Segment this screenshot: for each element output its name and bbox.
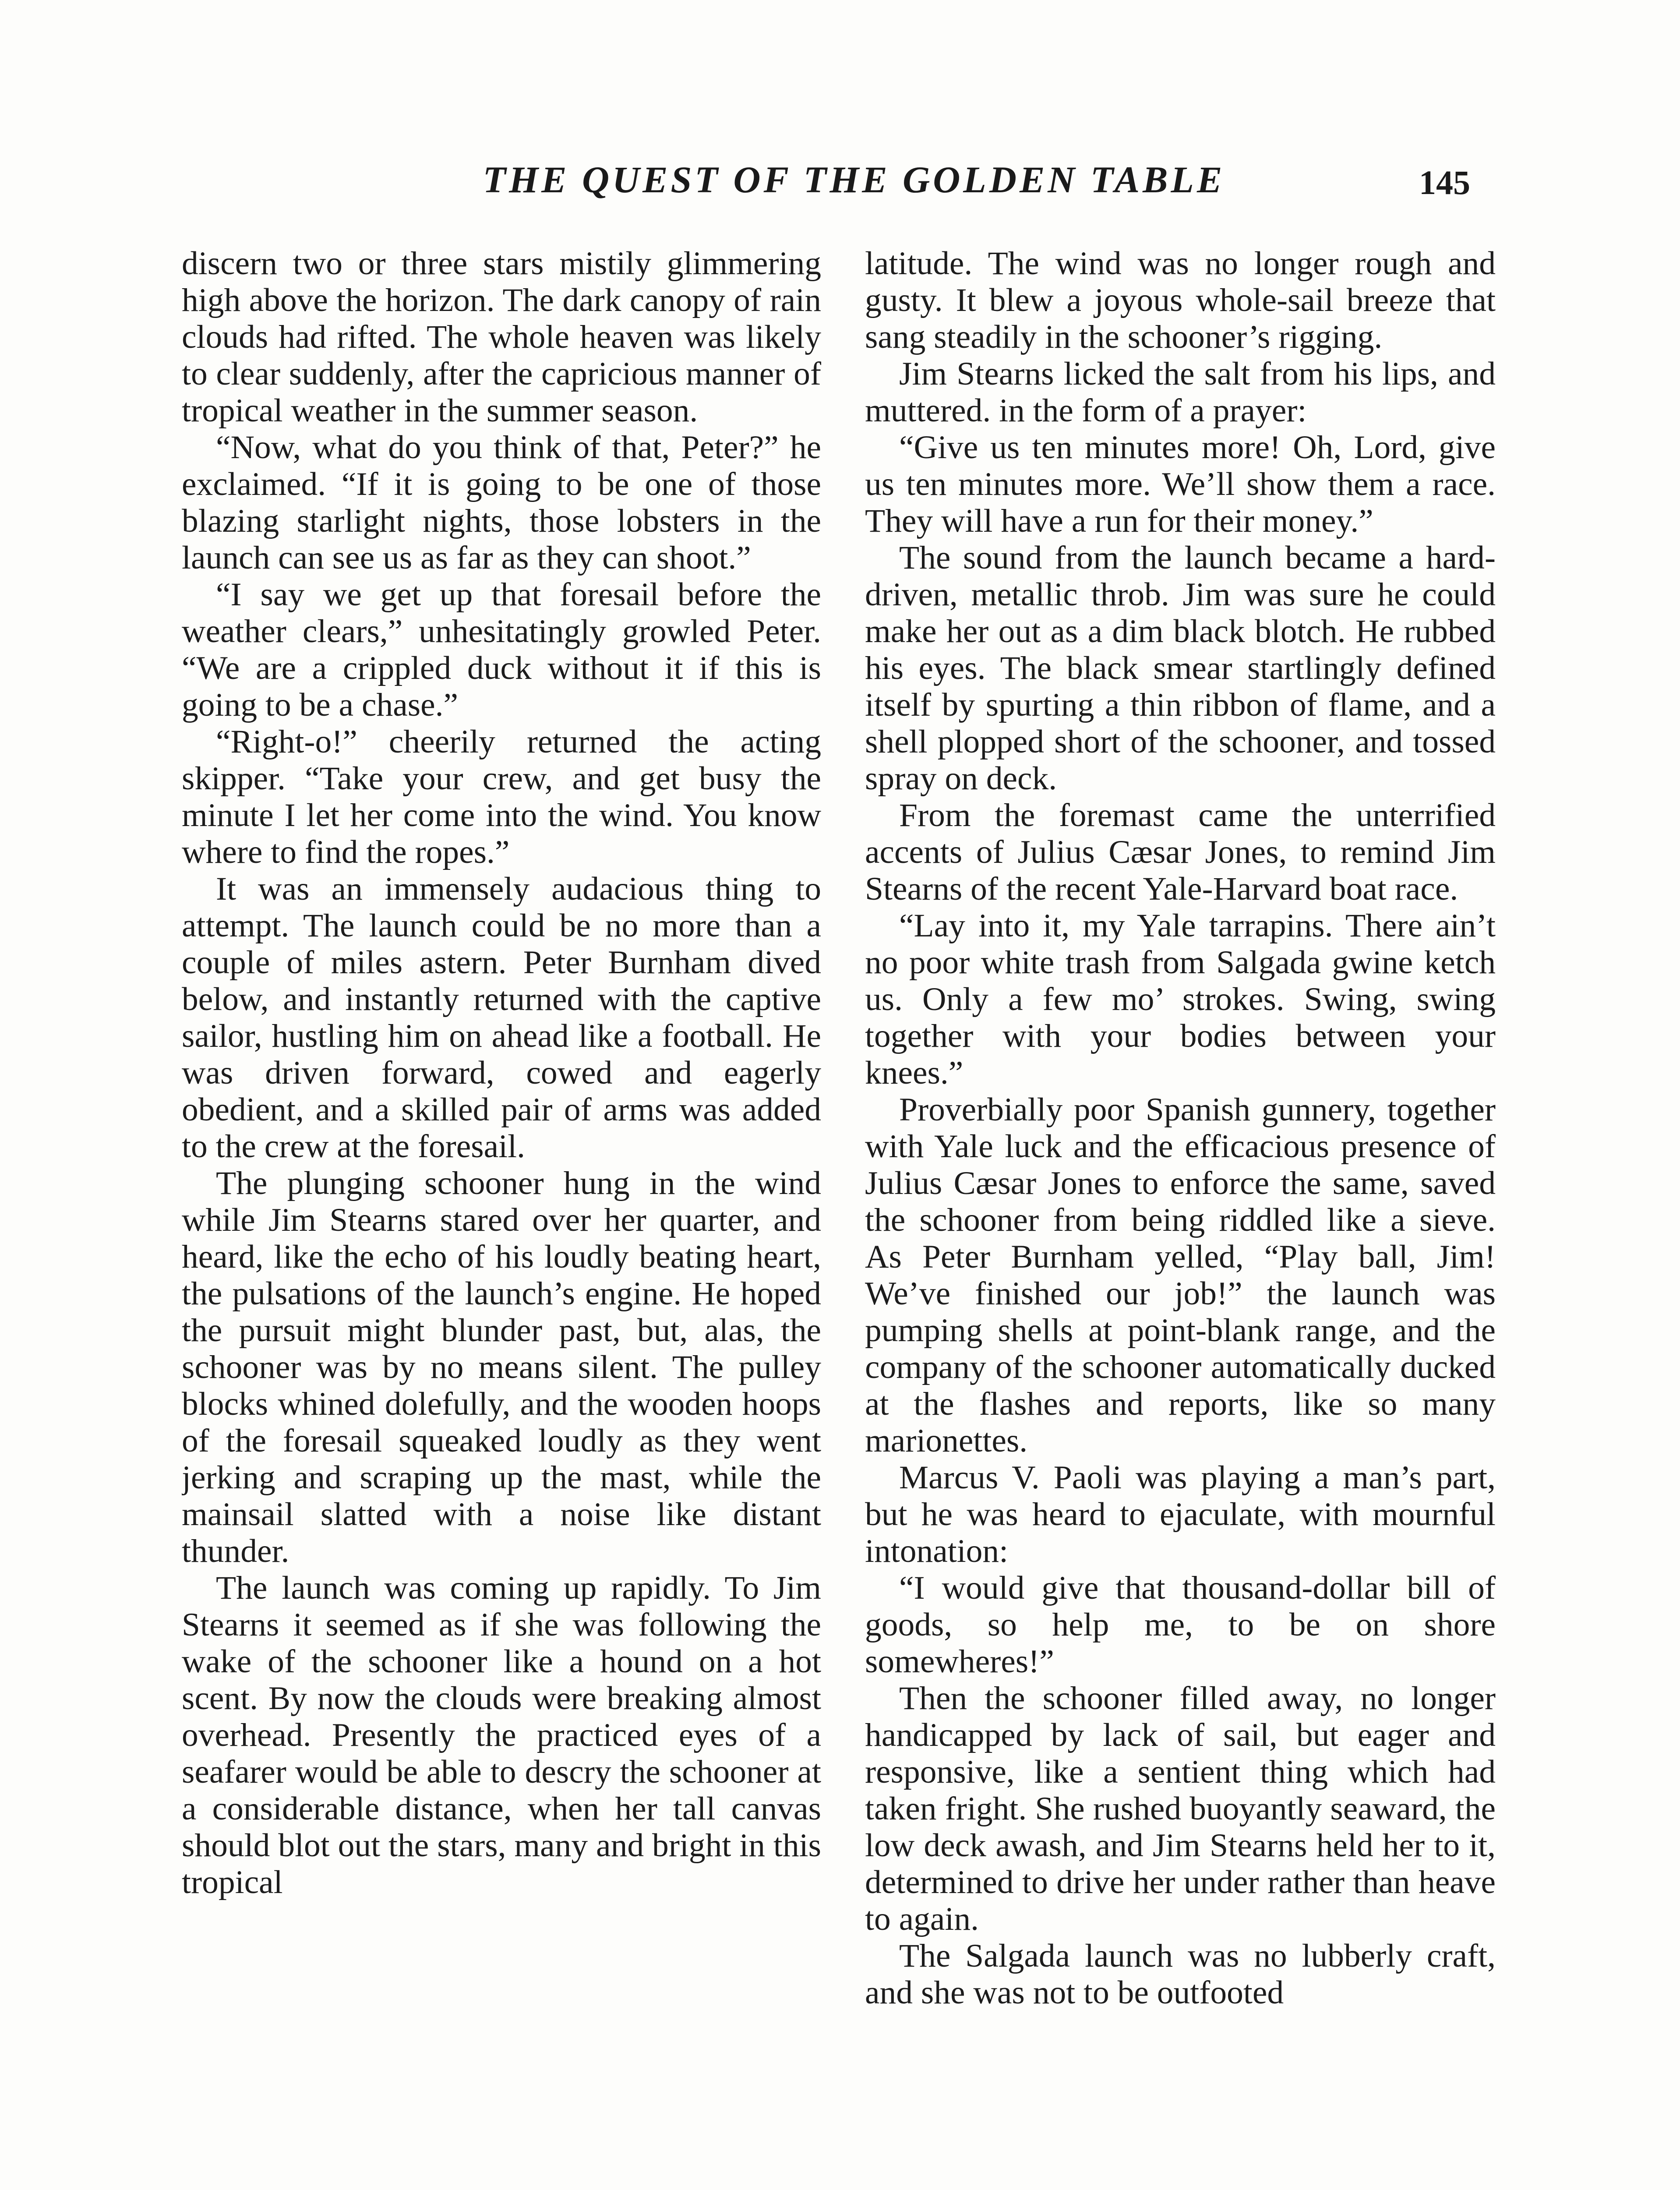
- paragraph: “I would give that thousand-dollar bill of goods, so help me, to be on shore somewheres!”: [865, 1570, 1496, 1680]
- paragraph: Then the schooner filled away, no longer handicapped by lack of sail, but eager and responsive, like a sentient thing which had taken fright. She rushed buoyantly seaward, the low deck awash, and Jim Stearns held her to it, determined to drive her under rather than heave to again.: [865, 1680, 1496, 1937]
- paragraph: latitude. The wind was no longer rough and gusty. It blew a joyous whole-sail breeze that sang steadily in the schooner’s rigging.: [865, 245, 1496, 355]
- paragraph: discern two or three stars mistily glimmering high above the horizon. The dark canopy of rain clouds had rifted. The whole heaven was likely to clear suddenly, after the capricious manner of tropical weather in the summer season.: [182, 245, 821, 429]
- paragraph: It was an immensely audacious thing to attempt. The launch could be no more than a couple of miles astern. Peter Burnham dived below, and instantly returned with the captive sailor, hustling him on ahead like a football. He was driven forward, cowed and eagerly obedient, and a skilled pair of arms was added to the crew at the foresail.: [182, 871, 821, 1165]
- paragraph: Jim Stearns licked the salt from his lips, and muttered. in the form of a prayer:: [865, 356, 1496, 429]
- paragraph: “Now, what do you think of that, Peter?” he exclaimed. “If it is going to be one of those blazing starlight nights, those lobsters in the launch can see us as far as they can shoot.”: [182, 429, 821, 576]
- paragraph: From the foremast came the unterrified accents of Julius Cæsar Jones, to remind Jim Stearns of the recent Yale-Harvard boat race.: [865, 797, 1496, 907]
- paragraph: Proverbially poor Spanish gunnery, together with Yale luck and the efficacious presence of Julius Cæsar Jones to enforce the same, saved the schooner from being riddled like a sieve. As Peter Burnham yelled, “Play ball, Jim! We’ve finished our job!” the launch was pumping shells at point-blank range, and the company of the schooner automatically ducked at the flashes and reports, like so many marionettes.: [865, 1091, 1496, 1459]
- paragraph: “Lay into it, my Yale tarrapins. There ain’t no poor white trash from Salgada gwine ketch us. Only a few mo’ strokes. Swing, swing together with your bodies between your knees.”: [865, 908, 1496, 1091]
- paragraph: Marcus V. Paoli was playing a man’s part, but he was heard to ejaculate, with mournful intonation:: [865, 1459, 1496, 1569]
- right-column: [865, 245, 1496, 2190]
- paragraph: “Right-o!” cheerily returned the acting skipper. “Take your crew, and get busy the minute I let her come into the wind. You know where to find the ropes.”: [182, 724, 821, 870]
- paragraph: The plunging schooner hung in the wind while Jim Stearns stared over her quarter, and heard, like the echo of his loudly beating heart, the pulsations of the launch’s engine. He hoped the pursuit might blunder past, but, alas, the schooner was by no means silent. The pulley blocks whined dolefully, and the wooden hoops of the foresail squeaked loudly as they went jerking and scraping up the mast, while the mainsail slatted with a noise like distant thunder.: [182, 1165, 821, 1569]
- running-title: THE QUEST OF THE GOLDEN TABLE: [483, 159, 1225, 201]
- paragraph: The Salgada launch was no lubberly craft, and she was not to be outfooted: [865, 1938, 1496, 2011]
- paragraph: “I say we get up that foresail before the weather clears,” unhesitatingly growled Peter. “We are a crippled duck without it if this is going to be a chase.”: [182, 576, 821, 723]
- paragraph: The sound from the launch became a hard-driven, metallic throb. Jim was sure he could make her out as a dim black blotch. He rubbed his eyes. The black smear startlingly defined itself by spurting a thin ribbon of flame, and a shell plopped short of the schooner, and tossed spray on deck.: [865, 540, 1496, 797]
- left-column: [182, 245, 821, 2190]
- page-number: 145: [1419, 163, 1470, 201]
- paragraph: “Give us ten minutes more! Oh, Lord, give us ten minutes more. We’ll show them a race. They will have a run for their money.”: [865, 429, 1496, 539]
- paragraph: The launch was coming up rapidly. To Jim Stearns it seemed as if she was following the wake of the schooner like a hound on a hot scent. By now the clouds were breaking almost overhead. Presently the practiced eyes of a seafarer would be able to descry the schooner at a considerable distance, when her tall canvas should blot out the stars, many and bright in this tropical: [182, 1570, 821, 1900]
